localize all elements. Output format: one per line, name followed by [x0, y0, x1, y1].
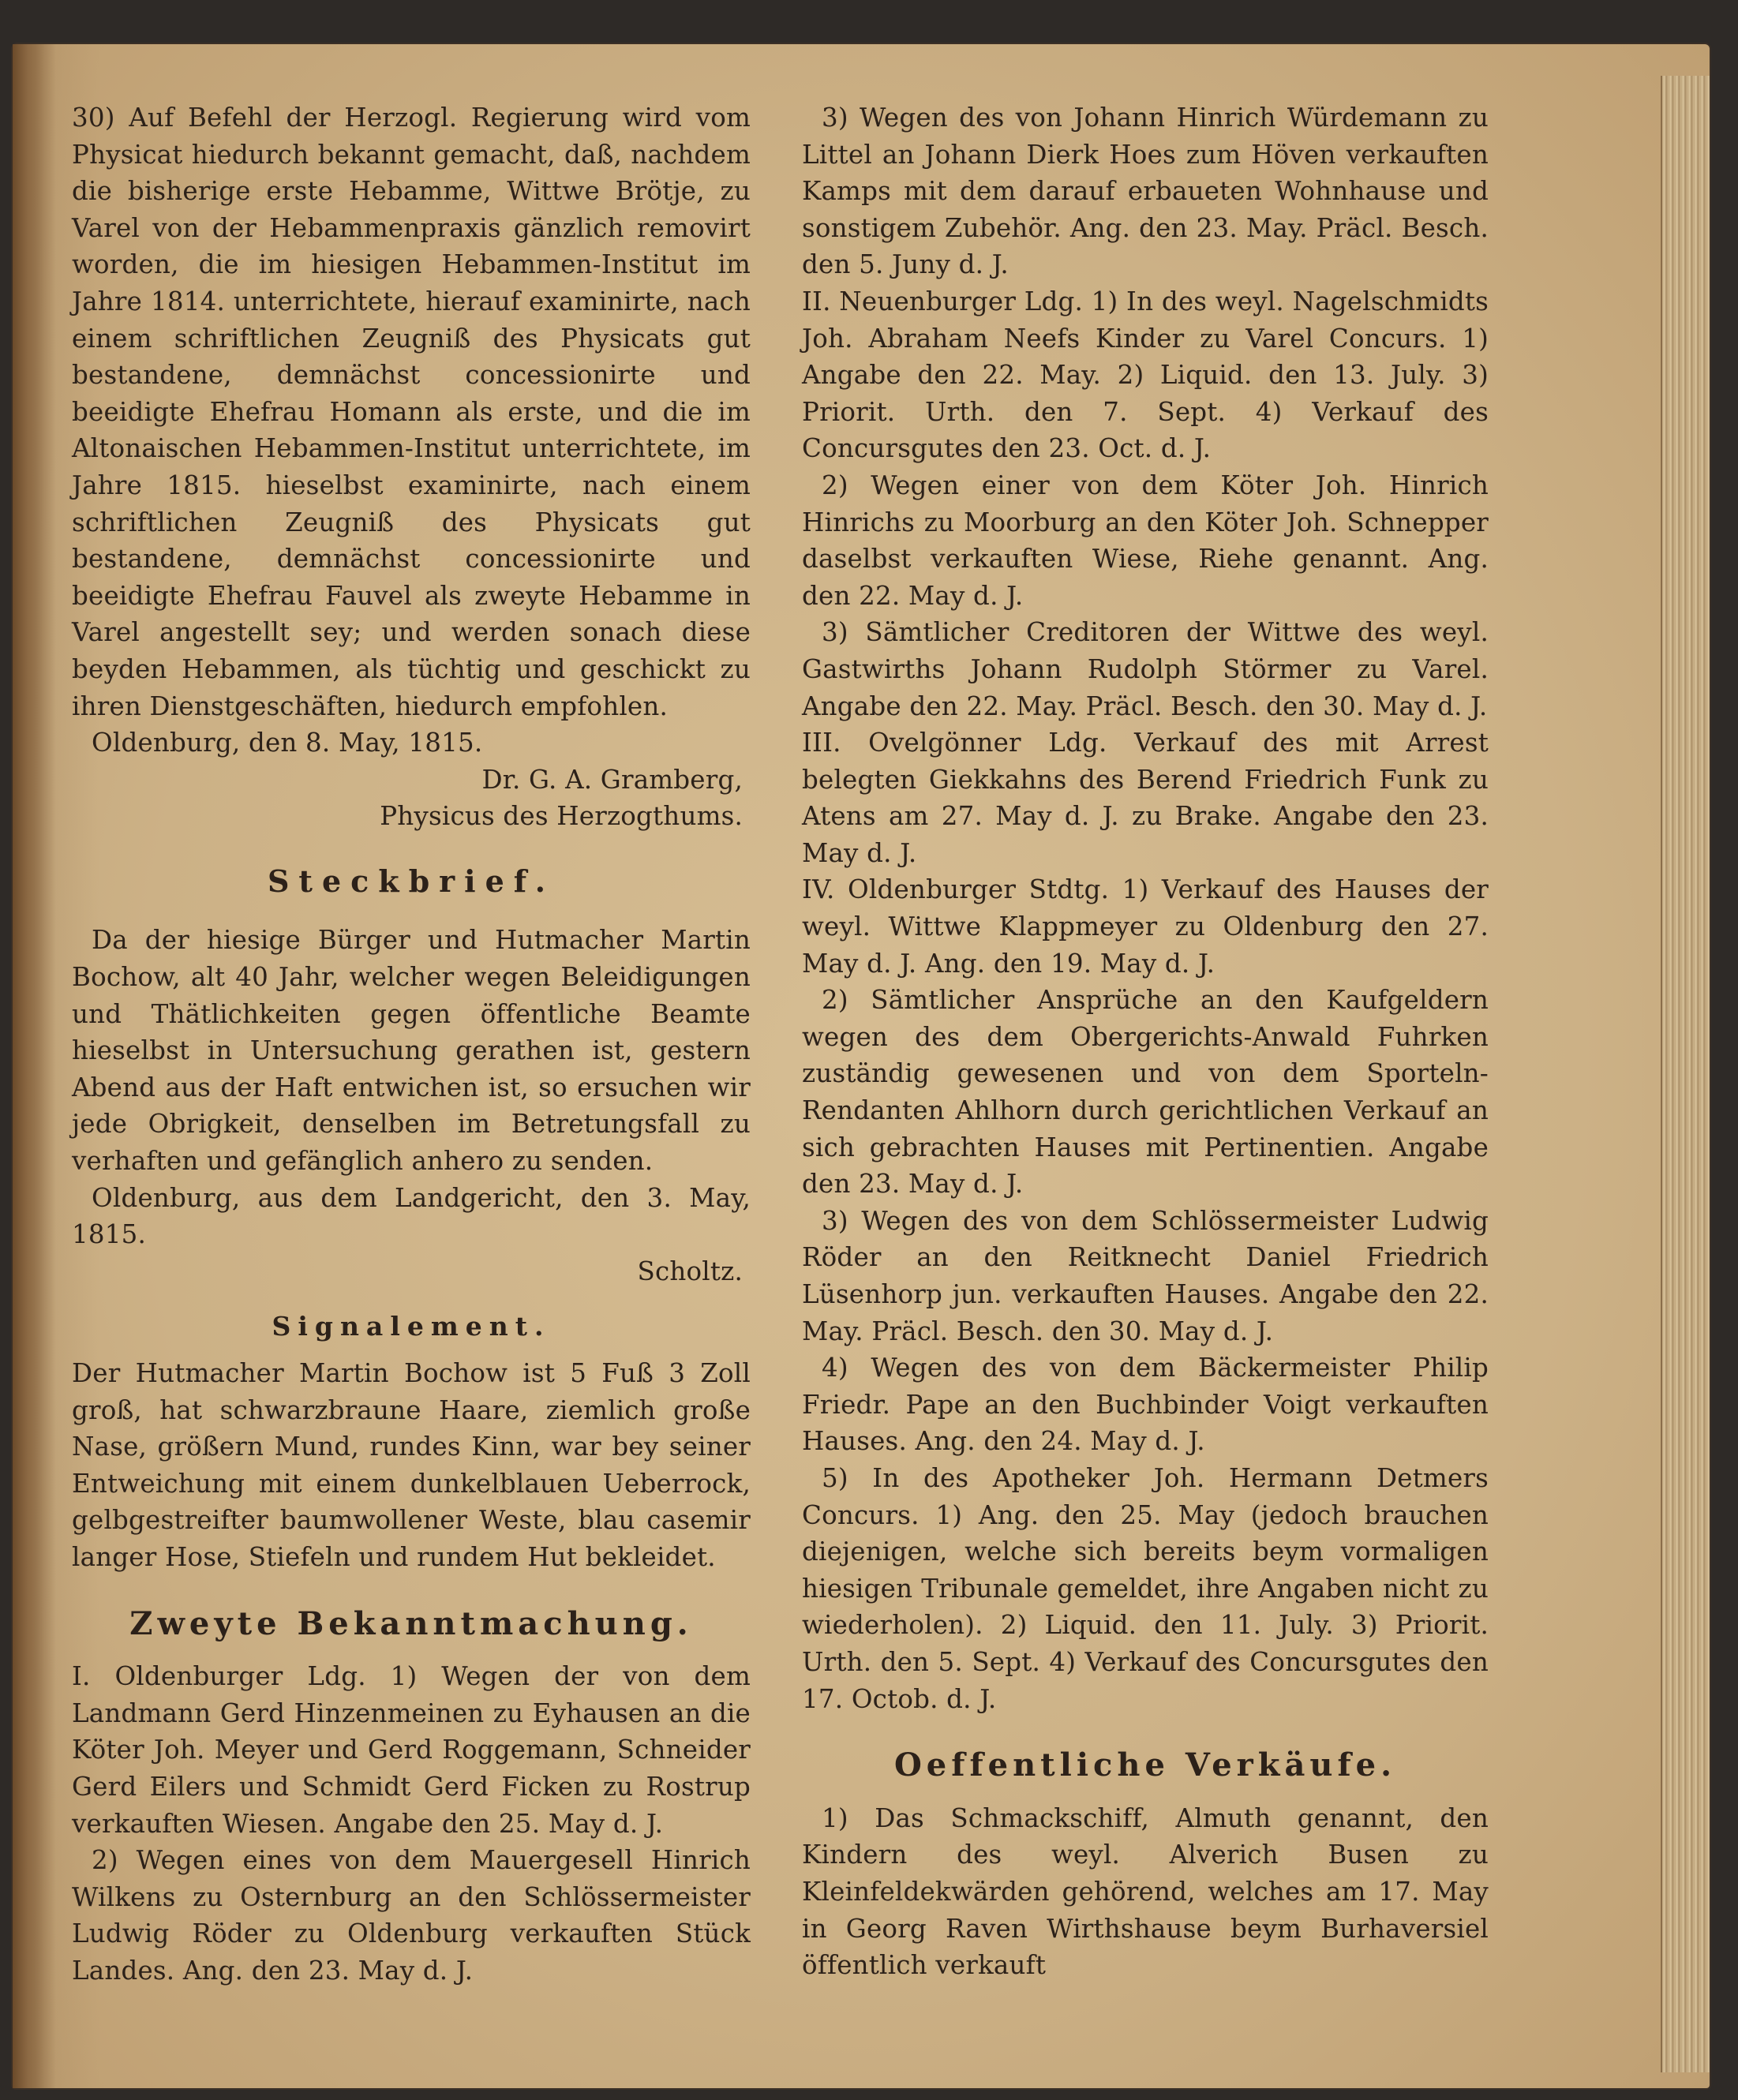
notice-30-place-date: Oldenburg, den 8. May, 1815.: [92, 728, 483, 758]
section-IV-item-3: 3) Wegen des von dem Schlössermeister Ludwig Röder an den Reitknecht Daniel Friedrich Lüsenhorp jun. verkauften Hauses. Angabe den 22. May. Präcl. Besch. den 30. May d. J.: [802, 1205, 1489, 1346]
section-I-item-3: 3) Wegen des von Johann Hinrich Würdemann zu Littel an Johann Dierk Hoes zum Höven verkauften Kamps mit dem darauf erbaueten Wohnhause und sonstigem Zubehör. Ang. den 23. May. Präcl. Besch. den 5. Juny d. J.: [802, 103, 1489, 280]
section-IV-item-4: 4) Wegen des von dem Bäckermeister Philip Friedr. Pape an den Buchbinder Voigt verkauften Hauses. Ang. den 24. May d. J.: [802, 1353, 1489, 1457]
section-I: I. Oldenburger Ldg. 1) Wegen der von dem Landmann Gerd Hinzenmeinen zu Eyhausen an die Köter Joh. Meyer und Gerd Roggemann, Schneider Gerd Eilers und Schmidt Gerd Ficken zu Rostrup verkauften Wiesen. Angabe den 25. May d. J.: [72, 1661, 751, 1839]
oeffentliche-verkaeufe-heading: Oeffentliche Verkäufe.: [893, 1746, 1397, 1784]
zweyte-bekanntmachung-heading: Zweyte Bekanntmachung.: [129, 1604, 693, 1642]
steckbrief-text: Da der hiesige Bürger und Hutmacher Martin Bochow, alt 40 Jahr, welcher wegen Beleidigungen und Thätlichkeiten gegen öffentliche Beamte hieselbst in Untersuchung gerathen ist, gestern Abend aus der Haft entwichen ist, so ersuchen wir jede Obrigkeit, denselben im Betretungsfall zu verhaften und gefänglich anhero zu senden.: [72, 925, 751, 1177]
section-IV-item-5: 5) In des Apotheker Joh. Hermann Detmers Concurs. 1) Ang. den 25. May (jedoch brauchen diejenigen, welche sich bereits beym vormaligen hiesigen Tribunale gemeldet, ihre Angaben nicht zu wiederholen). 2) Liquid. den 11. July. 3) Priorit. Urth. den 5. Sept. 4) Verkauf des Concursgutes den 17. Octob. d. J.: [802, 1462, 1489, 1714]
notice-30-signature-title: Physicus des Herzogthums.: [380, 801, 743, 832]
section-II-item-3: 3) Sämtlicher Creditoren der Wittwe des weyl. Gastwirths Johann Rudolph Störmer zu Varel. Angabe den 22. May. Präcl. Besch. den 30. May d. J.: [802, 617, 1489, 721]
signalement-heading: Signalement.: [272, 1311, 551, 1342]
signalement-text: Der Hutmacher Martin Bochow ist 5 Fuß 3 Zoll groß, hat schwarzbraune Haare, ziemlich große Nase, größern Mund, rundes Kinn, war bey seiner Entweichung mit einem dunkelblauen Ueberrock, gelbgestreifter baumwollener Weste, blau casemir langer Hose, Stiefeln und rundem Hut bekleidet.: [72, 1358, 751, 1572]
right-column: [802, 99, 1489, 1984]
document-page: [13, 44, 1710, 2088]
book-gutter: [13, 44, 56, 2088]
section-I-item-2: 2) Wegen eines von dem Mauergesell Hinrich Wilkens zu Osternburg an den Schlössermeister Ludwig Röder zu Oldenburg verkauften Stück Landes. Ang. den 23. May d. J.: [72, 1845, 751, 1986]
left-column: [72, 99, 751, 1990]
page-edges: [1661, 76, 1710, 2072]
steckbrief-place-date: Oldenburg, aus dem Landgericht, den 3. May, 1815.: [72, 1182, 751, 1250]
section-IV: IV. Oldenburger Stdtg. 1) Verkauf des Hauses der weyl. Wittwe Klappmeyer zu Oldenburg den 27. May d. J. Ang. den 19. May d. J.: [802, 874, 1489, 979]
steckbrief-signature: Scholtz.: [637, 1256, 743, 1286]
notice-30-signature-name: Dr. G. A. Gramberg,: [481, 764, 743, 795]
verkauf-item-1: 1) Das Schmackschiff, Almuth genannt, den Kindern des weyl. Alverich Busen zu Kleinfeldekwärden gehörend, welches am 17. May in Georg Raven Wirthshause beym Burhaversiel öffentlich verkauft: [802, 1802, 1489, 1981]
section-II: II. Neuenburger Ldg. 1) In des weyl. Nagelschmidts Joh. Abraham Neefs Kinder zu Varel Concurs. 1) Angabe den 22. May. 2) Liquid. den 13. July. 3) Priorit. Urth. den 7. Sept. 4) Verkauf des Concursgutes den 23. Oct. d. J.: [802, 286, 1489, 464]
section-III: III. Ovelgönner Ldg. Verkauf des mit Arrest belegten Giekkahns des Berend Friedrich Funk zu Atens am 27. May d. J. zu Brake. Angabe den 23. May d. J.: [802, 728, 1489, 868]
section-II-item-2: 2) Wegen einer von dem Köter Joh. Hinrich Hinrichs zu Moorburg an den Köter Joh. Schnepper daselbst verkauften Wiese, Riehe genannt. Ang. den 22. May d. J.: [802, 470, 1489, 611]
notice-30: 30) Auf Befehl der Herzogl. Regierung wird vom Physicat hiedurch bekannt gemacht, daß, nachdem die bisherige erste Hebamme, Wittwe Brötje, zu Varel von der Hebammenpraxis gänzlich removirt worden, die im hiesigen Hebammen-Institut im Jahre 1814. unterrichtete, hierauf examinirte, nach einem schriftlichen Zeugniß des Physicats gut bestandene, demnächst concessionirte und beeidigte Ehefrau Homann als erste, und die im Altonaischen Hebammen-Institut unterrichtete, im Jahre 1815. hieselbst examinirte, nach einem schriftlichen Zeugniß des Physicats gut bestandene, demnächst concessionirte und beeidigte Ehefrau Fauvel als zweyte Hebamme in Varel angestellt sey; und werden sonach diese beyden Hebammen, als tüchtig und geschickt zu ihren Dienstgeschäften, hiedurch empfohlen.: [72, 103, 751, 721]
steckbrief-heading: Steckbrief.: [267, 863, 556, 899]
section-IV-item-2: 2) Sämtlicher Ansprüche an den Kaufgeldern wegen des dem Obergerichts-Anwald Fuhrken zuständig gewesenen und von dem Sporteln-Rendanten Ahlhorn durch gerichtlichen Verkauf an sich gebrachten Hauses mit Pertinentien. Angabe den 23. May d. J.: [802, 985, 1489, 1200]
